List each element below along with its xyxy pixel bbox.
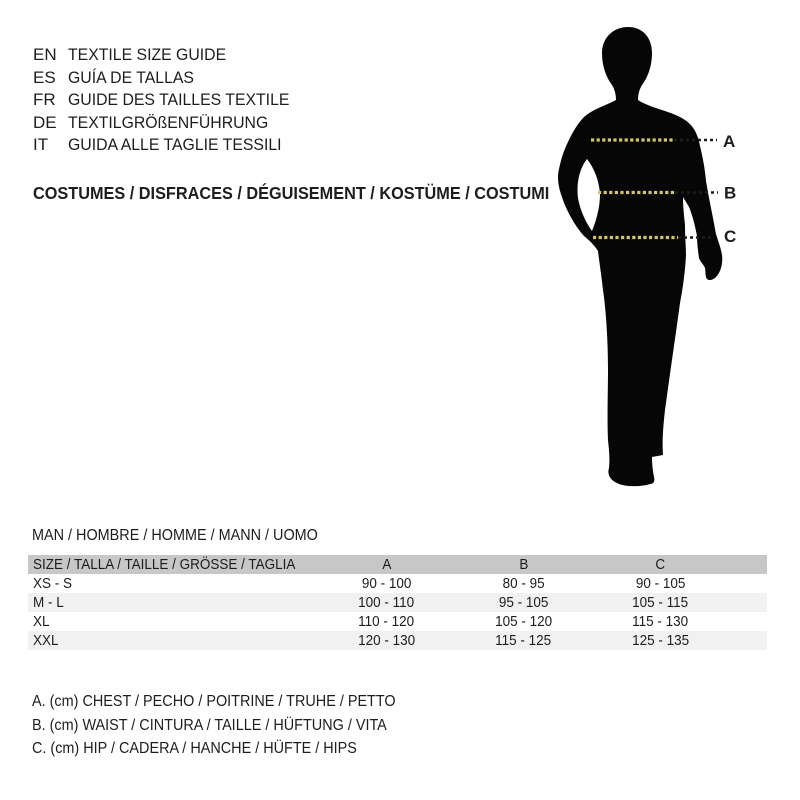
- language-label: GUIDA ALLE TAGLIE TESSILI: [68, 135, 282, 155]
- size-table-row-xxl: [28, 631, 767, 650]
- size-table-row-xl: [28, 612, 767, 631]
- language-row-fr: [33, 89, 306, 112]
- category-title: [33, 183, 588, 204]
- language-code: DE: [33, 112, 57, 132]
- row-size-label: XS - S: [33, 575, 72, 592]
- header-cell-size: SIZE / TALLA / TAILLE / GRÖSSE / TAGLIA: [33, 556, 296, 573]
- row-value-c: 90 - 105: [635, 575, 686, 592]
- man-silhouette: [558, 27, 722, 486]
- row-value-a: 100 - 110: [358, 594, 415, 611]
- size-table-row-xs-s: [28, 574, 767, 593]
- marker-label-c: C: [724, 227, 737, 246]
- row-value-a: 120 - 130: [358, 632, 415, 649]
- header-cell-b: B: [518, 556, 528, 573]
- row-size-label: XL: [33, 613, 50, 630]
- legend-line-chest: A. (cm) CHEST / PECHO / POITRINE / TRUHE / PETTO: [32, 693, 396, 710]
- language-code: IT: [33, 135, 49, 155]
- language-label: TEXTILGRÖßENFÜHRUNG: [68, 112, 269, 132]
- size-table-row-m-l: [28, 593, 767, 612]
- language-code: EN: [33, 45, 57, 65]
- size-table-header: [28, 555, 767, 574]
- section-title-text: MAN / HOMBRE / HOMME / MANN / UOMO: [32, 527, 318, 544]
- language-list: [33, 44, 306, 157]
- language-code: ES: [33, 67, 56, 87]
- language-row-it: [33, 134, 306, 157]
- header-cell-a: A: [381, 556, 391, 573]
- size-table: [28, 555, 767, 650]
- row-value-a: 110 - 120: [358, 613, 415, 630]
- row-value-c: 125 - 135: [632, 632, 689, 649]
- legend-line-hip: C. (cm) HIP / CADERA / HANCHE / HÜFTE / HIPS: [32, 740, 357, 757]
- row-value-b: 80 - 95: [502, 575, 545, 592]
- legend-line-waist: B. (cm) WAIST / CINTURA / TAILLE / HÜFTUNG / VITA: [32, 716, 387, 734]
- row-value-a: 90 - 100: [361, 575, 412, 592]
- marker-label-b: B: [724, 183, 737, 203]
- row-value-b: 105 - 120: [495, 613, 552, 630]
- row-value-c: 105 - 115: [632, 594, 689, 611]
- language-label: GUIDE DES TAILLES TEXTILE: [68, 90, 290, 110]
- row-value-b: 115 - 125: [495, 632, 552, 649]
- row-size-label: M - L: [33, 594, 64, 611]
- row-value-c: 115 - 130: [632, 613, 689, 630]
- measure-legend: [32, 690, 423, 761]
- header-cell-c: C: [655, 556, 666, 573]
- language-label: TEXTILE SIZE GUIDE: [68, 45, 227, 65]
- row-value-b: 95 - 105: [498, 594, 549, 611]
- language-row-de: [33, 112, 306, 135]
- marker-label-a: A: [723, 132, 736, 151]
- section-title-man: [32, 527, 339, 545]
- language-row-es: [33, 67, 306, 90]
- row-size-label: XXL: [33, 632, 59, 649]
- category-title-text: COSTUMES / DISFRACES / DÉGUISEMENT / KOSTÜME / COSTUMI: [33, 183, 550, 203]
- language-label: GUÍA DE TALLAS: [68, 67, 194, 87]
- language-code: FR: [33, 90, 56, 110]
- language-row-en: [33, 44, 306, 67]
- man-silhouette-figure: [555, 10, 800, 505]
